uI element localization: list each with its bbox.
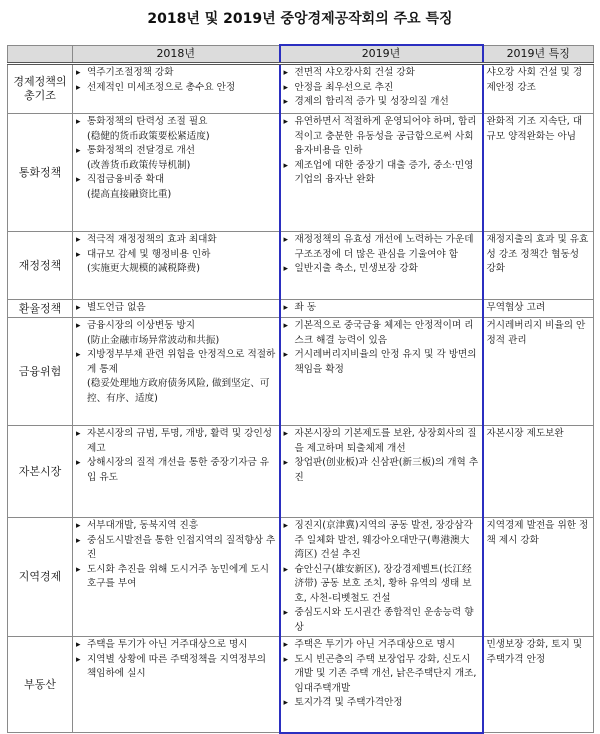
list-item: ▸ 대규모 감세 및 행정비용 인하	[76, 248, 276, 263]
list-item: ▸ 일반지출 축소, 민생보장 강화	[284, 262, 479, 277]
list-item: ▸ 좌 동	[284, 301, 479, 316]
list-item: ▸ 역주기조절정책 강화	[76, 66, 276, 81]
list-item: ▸ 전면적 샤오캉사회 건설 강화	[284, 66, 479, 81]
list-item: ▸ 중심도시와 도시권간 종합적인 운송능력 향상	[284, 606, 479, 635]
list-item: ▸ 상해시장의 질적 개선을 통한 중장기자금 유입 유도	[76, 456, 276, 485]
row-category: 금융위험	[8, 318, 73, 426]
cell-feature: 자본시장 제도보완	[483, 426, 594, 518]
bullet-list	[284, 638, 479, 711]
list-item-note: (防止金融市场异常波动和共振)	[87, 334, 220, 346]
bullet-list	[284, 66, 479, 110]
cell-2018	[73, 637, 280, 733]
table-row	[8, 637, 594, 733]
table-row	[8, 300, 594, 318]
row-category: 경제정책의 총기조	[8, 64, 73, 114]
cell-2018	[73, 518, 280, 637]
list-item: ▸ 도시 빈곤층의 주택 보장업무 강화, 신도시 개발 및 기존 주택 개선, 낡은주택단지 개조, 임대주택개발	[284, 653, 479, 697]
page-title: 2018년 및 2019년 중앙경제공작회의 주요 특징	[147, 11, 453, 27]
row-category: 부동산	[8, 637, 73, 733]
row-category: 재정정책	[8, 232, 73, 300]
list-item: ▸ 제조업에 대한 중장기 대출 증가, 중소·민영기업의 융자난 완화	[284, 159, 479, 188]
cell-2019	[280, 232, 483, 300]
bullet-list	[284, 301, 479, 316]
cell-feature: 샤오캉 사회 건설 및 경제안정 강조	[483, 64, 594, 114]
list-item: ▸ 통화정책의 전달경로 개선	[76, 144, 276, 159]
cell-2018	[73, 114, 280, 232]
policy-comparison-table	[7, 44, 594, 734]
cell-2018	[73, 232, 280, 300]
list-item: ▸ 직접금융비중 확대	[76, 173, 276, 188]
list-item-note: (稳健的货币政策要松紧适度)	[87, 130, 210, 142]
list-item: ▸ 선제적인 미세조정으로 총수요 안정	[76, 81, 276, 96]
list-item-note: (改善货币政策传导机制)	[87, 159, 191, 171]
list-item: ▸ 경제의 합리적 증가 및 성장의질 개선	[284, 95, 479, 110]
cell-2019	[280, 637, 483, 733]
bullet-list	[76, 519, 276, 592]
cell-2018	[73, 318, 280, 426]
list-item: ▸ 서부대개발, 동북지역 진흥	[76, 519, 276, 534]
table-row	[8, 64, 594, 114]
table-row	[8, 232, 594, 300]
list-item: ▸ 별도언급 없음	[76, 301, 276, 316]
list-item: ▸ 거시레버리지비율의 안정 유지 및 각 방면의 책임을 확정	[284, 348, 479, 377]
list-item: ▸ 적극적 재정정책의 효과 최대화	[76, 233, 276, 248]
bullet-list	[284, 427, 479, 485]
row-category: 지역경제	[8, 518, 73, 637]
bullet-list	[76, 115, 276, 202]
cell-feature: 지역경제 발전을 위한 정책 제시 강화	[483, 518, 594, 637]
table-row	[8, 114, 594, 232]
cell-2019	[280, 64, 483, 114]
bullet-list	[284, 233, 479, 277]
list-item: ▸ 유연하면서 적절하게 운영되어야 하며, 합리적이고 충분한 유동성을 공급함으로써 사회융자비용을 인하	[284, 115, 479, 159]
cell-feature: 무역협상 고려	[483, 300, 594, 318]
bullet-list	[76, 66, 276, 95]
list-item-note: (提高直接融资比重)	[87, 188, 172, 200]
cell-2019	[280, 114, 483, 232]
table-row	[8, 318, 594, 426]
list-item: ▸ 자본시장의 규범, 투명, 개방, 활력 및 강인성 제고	[76, 427, 276, 456]
header-2019: 2019년	[280, 45, 483, 64]
bullet-list	[284, 519, 479, 635]
list-item: ▸ 안정을 최우선으로 추진	[284, 81, 479, 96]
table-row	[8, 518, 594, 637]
bullet-list	[76, 638, 276, 682]
list-item-note: (稳妥处理地方政府债务风险, 做到坚定、可控、有序、适度)	[87, 378, 270, 404]
header-2019-feature: 2019년 특징	[483, 45, 594, 64]
list-item: ▸ 자본시장의 기본제도를 보완, 상장회사의 질을 제고하며 퇴출체제 개선	[284, 427, 479, 456]
table-header-row	[8, 45, 594, 64]
bullet-list	[284, 319, 479, 377]
list-item: ▸ 주택은 투기가 아닌 거주대상으로 명시	[284, 638, 479, 653]
cell-2018	[73, 64, 280, 114]
cell-2019	[280, 426, 483, 518]
list-item: ▸ 토지가격 및 주택가격안정	[284, 696, 479, 711]
header-category	[8, 45, 73, 64]
row-category: 자본시장	[8, 426, 73, 518]
list-item-note: (实施更大规模的减税降费)	[87, 263, 201, 274]
list-item: ▸ 도시화 추진을 위해 도시거주 농민에게 도시호구를 부여	[76, 563, 276, 592]
cell-feature: 재정지출의 효과 및 유효성 강조 정책간 협동성 강화	[483, 232, 594, 300]
cell-2019	[280, 300, 483, 318]
list-item: ▸ 슝안신구(雄安新区), 장강경제벨트(长江经济带) 공동 보호 조치, 황하 유역의 생태 보호, 사천-티벳철도 건설	[284, 563, 479, 607]
list-item: ▸ 지역별 상황에 따른 주택정책을 지역정부의 책임하에 실시	[76, 653, 276, 682]
list-item: ▸ 금융시장의 이상변동 방지	[76, 319, 276, 334]
row-category: 통화정책	[8, 114, 73, 232]
list-item: ▸ 창업판(创业板)과 신삼판(新三板)의 개혁 추진	[284, 456, 479, 485]
cell-feature: 거시레버리지 비율의 안정적 관리	[483, 318, 594, 426]
cell-feature: 민생보장 강화, 토지 및 주택가격 안정	[483, 637, 594, 733]
cell-2019	[280, 318, 483, 426]
list-item: ▸ 징진지(京津冀)지역의 공동 발전, 장강삼각주 일체화 발전, 웨강아오대만구(粤港澳大湾区) 건설 추진	[284, 519, 479, 563]
bullet-list	[76, 301, 276, 316]
header-2018: 2018년	[73, 45, 280, 64]
row-category: 환율정책	[8, 300, 73, 318]
list-item: ▸ 중심도시발전을 통한 인접지역의 질적향상 추진	[76, 534, 276, 563]
bullet-list	[76, 319, 276, 406]
list-item: ▸ 통화정책의 탄력성 조절 필요	[76, 115, 276, 130]
bullet-list	[284, 115, 479, 188]
cell-2018	[73, 300, 280, 318]
list-item: ▸ 주택을 투기가 아닌 거주대상으로 명시	[76, 638, 276, 653]
table-row	[8, 426, 594, 518]
list-item: ▸ 기본적으로 중국금융 체제는 안정적이며 리스크 해결 능력이 있음	[284, 319, 479, 348]
cell-feature: 완화적 기조 지속단, 대규모 양적완화는 아님	[483, 114, 594, 232]
list-item: ▸ 지방정부부채 관련 위험을 안정적으로 적절하게 통제	[76, 348, 276, 377]
bullet-list	[76, 233, 276, 277]
cell-2019	[280, 518, 483, 637]
bullet-list	[76, 427, 276, 485]
list-item: ▸ 재정정책의 유효성 개선에 노력하는 가운데 구조조정에 더 많은 관심을 기울여야 함	[284, 233, 479, 262]
cell-2018	[73, 426, 280, 518]
